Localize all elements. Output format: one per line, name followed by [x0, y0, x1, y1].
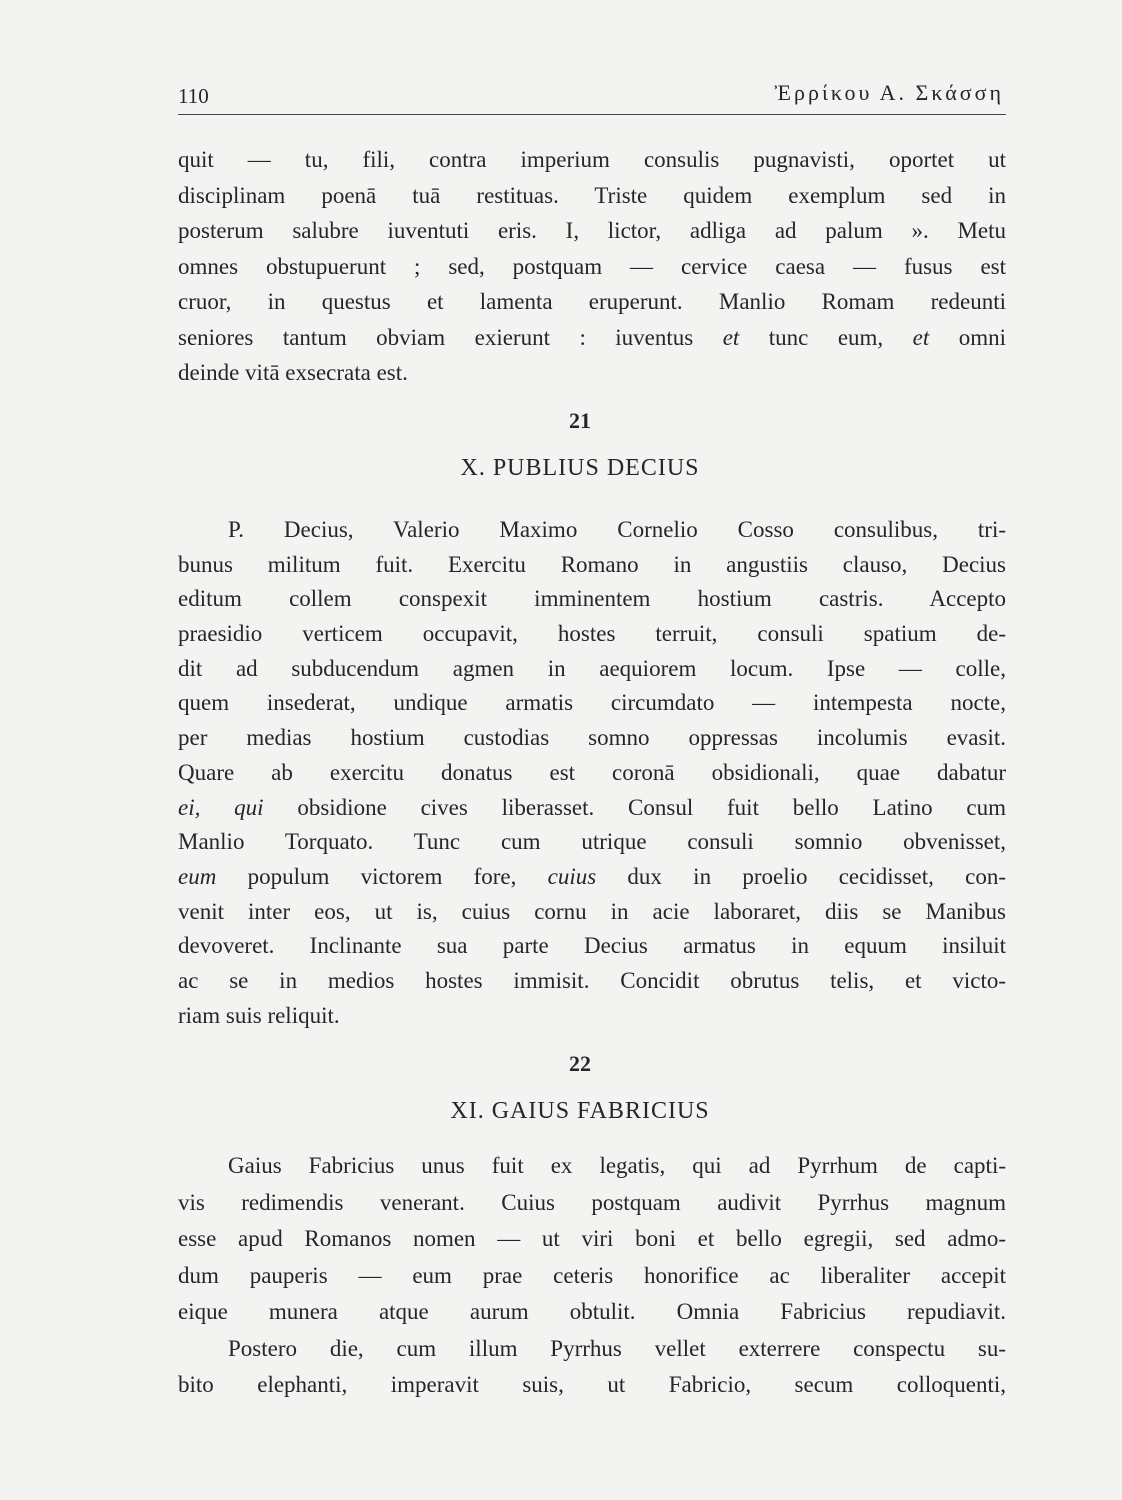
italic-run: ei, qui: [178, 794, 264, 820]
text-run: omni: [929, 324, 1007, 350]
text-line: dit ad subducendum agmen in aequiorem locum. Ipse — colle,: [178, 655, 1006, 681]
text-line: [178, 860, 1006, 895]
text-line: dum pauperis — eum prae ceteris honorifice ac liberaliter accepit: [178, 1262, 1006, 1288]
running-title: Ἐρρίκου Α. Σκάσση: [774, 80, 1004, 105]
paragraph-1: [178, 142, 1006, 391]
text-run: populum victorem fore,: [216, 863, 548, 889]
text-line: Gaius Fabricius unus fuit ex legatis, qui ad Pyrrhum de capti-: [228, 1153, 1006, 1178]
text-line: deinde vitā exsecrata est.: [178, 360, 408, 385]
text-line: ac se in medios hostes immisit. Concidit obrutus telis, et victo-: [178, 967, 1006, 993]
text-line: per medias hostium custodias somno oppressas incolumis evasit.: [178, 725, 1006, 751]
text-line: quem insederat, undique armatis circumdato — intempesta nocte,: [178, 690, 1006, 716]
section-number: 22: [569, 1051, 591, 1076]
text-line: posterum salubre iuventuti eris. I, lictor, adliga ad palum ». Metu: [178, 218, 1006, 243]
italic-run: et: [722, 324, 740, 350]
section-number: 21: [569, 408, 591, 433]
text-line: venit inter eos, ut is, cuius cornu in acie laboraret, diis se Manibus: [178, 898, 1006, 924]
text-line: omnes obstupuerunt ; sed, postquam — cervice caesa — fusus est: [178, 253, 1006, 279]
text-run: dux in proelio cecidisset, con-: [596, 863, 1006, 889]
paragraph-3: [178, 1148, 1006, 1404]
text-run: obsidione cives liberasset. Consul fuit bello Latino cum: [263, 794, 1006, 820]
text-line: [178, 791, 1006, 826]
text-line: praesidio verticem occupavit, hostes terruit, consuli spatium de-: [178, 621, 1006, 647]
text-line: vis redimendis venerant. Cuius postquam audivit Pyrrhus magnum: [178, 1189, 1006, 1215]
text-line: P. Decius, Valerio Maximo Cornelio Cosso consulibus, tri-: [228, 517, 1006, 542]
text-line: bito elephanti, imperavit suis, ut Fabricio, secum colloquenti,: [178, 1372, 1006, 1397]
text-line: devoveret. Inclinante sua parte Decius armatus in equum insiluit: [178, 933, 1006, 959]
text-line: Manlio Torquato. Tunc cum utrique consuli somnio obvenisset,: [178, 829, 1006, 855]
header-rule: [178, 114, 1006, 115]
text-line: riam suis reliquit.: [178, 1002, 340, 1028]
text-line: eique munera atque aurum obtulit. Omnia Fabricius repudiavit.: [178, 1299, 1006, 1324]
text-line: esse apud Romanos nomen — ut viri boni et bello egregii, sed admo-: [178, 1226, 1006, 1251]
paragraph-2: [178, 513, 1006, 1033]
text-line: editum collem conspexit imminentem hostium castris. Accepto: [178, 586, 1006, 612]
text-line: disciplinam poenā tuā restituas. Triste quidem exemplum sed in: [178, 182, 1006, 208]
italic-run: cuius: [547, 863, 597, 889]
text-line: Quare ab exercitu donatus est coronā obsidionali, quae dabatur: [178, 759, 1006, 785]
text-run: seniores tantum obviam exierunt : iuventus: [178, 324, 723, 350]
text-run: tunc eum,: [739, 324, 913, 350]
text-line: Postero die, cum illum Pyrrhus vellet exterrere conspectu su-: [228, 1335, 1006, 1361]
text-line: [178, 320, 1006, 356]
italic-run: et: [912, 324, 930, 350]
page-number: 110: [178, 84, 209, 108]
text-line: quit — tu, fili, contra imperium consulis pugnavisti, oportet ut: [178, 147, 1006, 172]
text-line: cruor, in questus et lamenta eruperunt. Manlio Romam redeunti: [178, 289, 1006, 314]
section-title: X. PUBLIUS DECIUS: [460, 455, 700, 481]
text-line: bunus militum fuit. Exercitu Romano in angustiis clauso, Decius: [178, 551, 1006, 577]
italic-run: eum: [178, 863, 217, 889]
section-title: XI. GAIUS FABRICIUS: [450, 1098, 710, 1124]
